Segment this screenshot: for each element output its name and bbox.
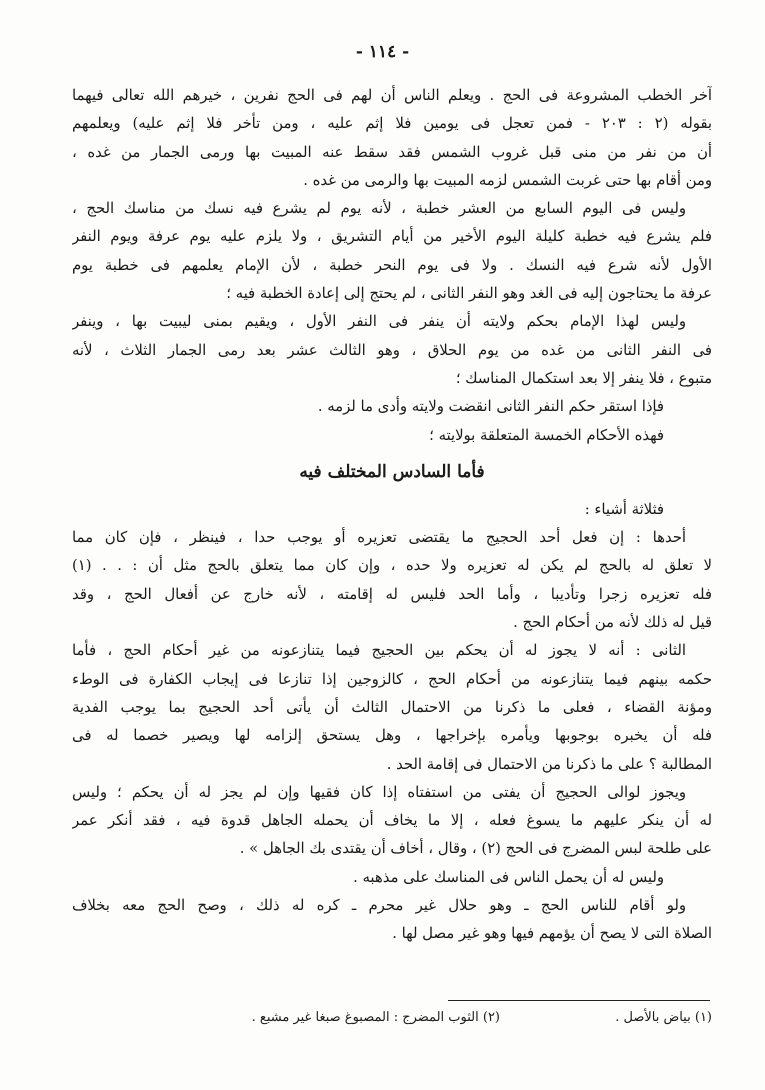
- text-line: فهذه الأحكام الخمسة المتعلقة بولايته ؛: [429, 426, 664, 444]
- body-text: [72, 82, 712, 949]
- text-line: ولو أقام للناس الحج ـ وهو حلال غير محرم ـ كره له ذلك ، وصح الحج معه بخلاف: [72, 897, 686, 915]
- text-line: حكمه بينهم فيما يتنازعونه من أحكام الحج ، كالزوجين إذا تنازعا فى إيجاب الكفارة فى الوطء: [72, 670, 712, 688]
- text-line: فلم يشرع فيه خطبة كليلة اليوم الأخير من أيام التشريق ، ولا يلزم عليه يوم عرفة ويوم النفر: [72, 228, 712, 246]
- text-line: الصلاة التى لا يصح أن يؤمهم فيها وهو غير مصل لها .: [392, 925, 712, 943]
- text-line: فله تعزيره زجرا وتأديبا ، وأما الحد فليس له إقامته ، لأنه خارج عن أفعال الحج ، وقد: [72, 585, 712, 603]
- text-line: ومن أقام بها حتى غربت الشمس لزمه المبيت بها والرمى من غده .: [303, 171, 712, 189]
- text-line: متبوع ، فلا ينفر إلا بعد استكمال المناسك ؛: [455, 369, 712, 387]
- text-line: المطالبة ؟ على ما ذكرنا من الاحتمال فى إقامة الحد .: [386, 755, 712, 773]
- text-line: فله أن يخبره بوجوبها ويأمره بإخراجها ، وهل يستحق إلزامه لها ويصير خصما له فى: [72, 727, 712, 745]
- paragraph: [72, 892, 712, 949]
- text-line: قيل له ذلك لأنه من أحكام الحج .: [513, 614, 712, 632]
- paragraph: [72, 422, 712, 450]
- text-line: أن من نفر من منى قبل غروب الشمس فقد سقط عنه المبيت بها ورمى الجمار من غده ،: [72, 143, 712, 161]
- text-line: على طلحة لبس المضرج فى الحج (٢) ، وقال ، أخاف أن يقتدى بك الجاهل » .: [239, 840, 712, 858]
- text-line: وليس له أن يحمل الناس فى المناسك على مذهبه .: [353, 868, 664, 886]
- text-line: أحدها : إن فعل أحد الحجيج ما يقتضى تعزيره أو يوجب حدا ، فينظر ، فإن كان مما: [72, 529, 686, 547]
- paragraph-group-2: [72, 496, 712, 949]
- paragraph: [72, 195, 712, 308]
- text-line: عرفة ما يحتاجون إليه فى الغد وهو النفر الثانى ، لم يحتج إلى إعادة الخطبة فيه ؛: [226, 285, 712, 303]
- text-line: آخر الخطب المشروعة فى الحج . ويعلم الناس أن لهم فى الحج نفرين ، خيرهم الله تعالى فيهما: [72, 87, 712, 104]
- text-line: فثلاثة أشياء :: [584, 500, 664, 518]
- text-line: ومؤنة القضاء ، فعلى ما ذكرنا من الاحتمال الثالث أن يأتى أحد الحجيج بما يوجب الفدية: [72, 698, 712, 716]
- paragraph: [72, 637, 712, 778]
- footnote-1: (١) بياض بالأصل .: [615, 1010, 712, 1025]
- text-line: بقوله (٢ : ٢٠٣ - فمن تعجل فى يومين فلا إثم عليه ، ومن تأخر فلا إثم عليه) ويعلمهم: [72, 115, 712, 133]
- text-line: الأول لأنه شرع فيه النسك . ولا فى يوم النحر خطبة ، لأن الإمام يعلمهم فى خطبة يوم: [72, 256, 712, 274]
- paragraph: [72, 496, 712, 524]
- text-line: وليس لهذا الإمام بحكم ولايته أن ينفر فى النفر الأول ، ويقيم بمنى ليبيت بها ، وينفر: [72, 313, 686, 331]
- section-heading: فأما السادس المختلف فيه: [299, 461, 485, 482]
- paragraph: [72, 779, 712, 864]
- footnote-2: (٢) الثوب المضرج : المصبوغ صبغا غير مشبع .: [251, 1010, 500, 1025]
- text-line: له أن ينكر عليهم ما يسوغ فعله ، إلا ما يخاف أن يحمله الجاهل قدوة فيه ، فقد أنكر عمر: [72, 812, 712, 830]
- text-line: الثانى : أنه لا يجوز له أن يحكم بين الحجيج فيما يتنازعونه من غير أحكام الحج ، فأما: [72, 642, 686, 660]
- footnote-divider: [448, 1000, 710, 1001]
- paragraph: [72, 393, 712, 421]
- text-line: فإذا استقر حكم النفر الثانى انقضت ولايته وأدى ما لزمه .: [317, 398, 664, 416]
- text-line: لا تعلق له بالحج لم يكن له تعزيره ولا حده ، وإن كان مما يتعلق بالحج مثل أن : . . (١): [72, 557, 712, 575]
- text-line: فى النفر الثانى من غده من يوم الحلاق ، وهو الثالث عشر بعد رمى الجمار الثلاث ، لأنه: [72, 341, 712, 359]
- page-number: - ١١٤ -: [355, 42, 410, 62]
- paragraph: [72, 524, 712, 637]
- paragraph: [72, 308, 712, 393]
- paragraph-group-1: [72, 82, 712, 450]
- text-line: وليس فى اليوم السابع من العشر خطبة ، لأنه يوم لم يشرع فيه نسك من مناسك الحج ،: [72, 200, 686, 218]
- paragraph: [72, 864, 712, 892]
- paragraph: [72, 82, 712, 195]
- text-line: ويجوز لوالى الحجيج أن يفتى من استفتاه إذا كان فقيها وإن لم يجز له أن يحكم ؛ وليس: [72, 783, 686, 801]
